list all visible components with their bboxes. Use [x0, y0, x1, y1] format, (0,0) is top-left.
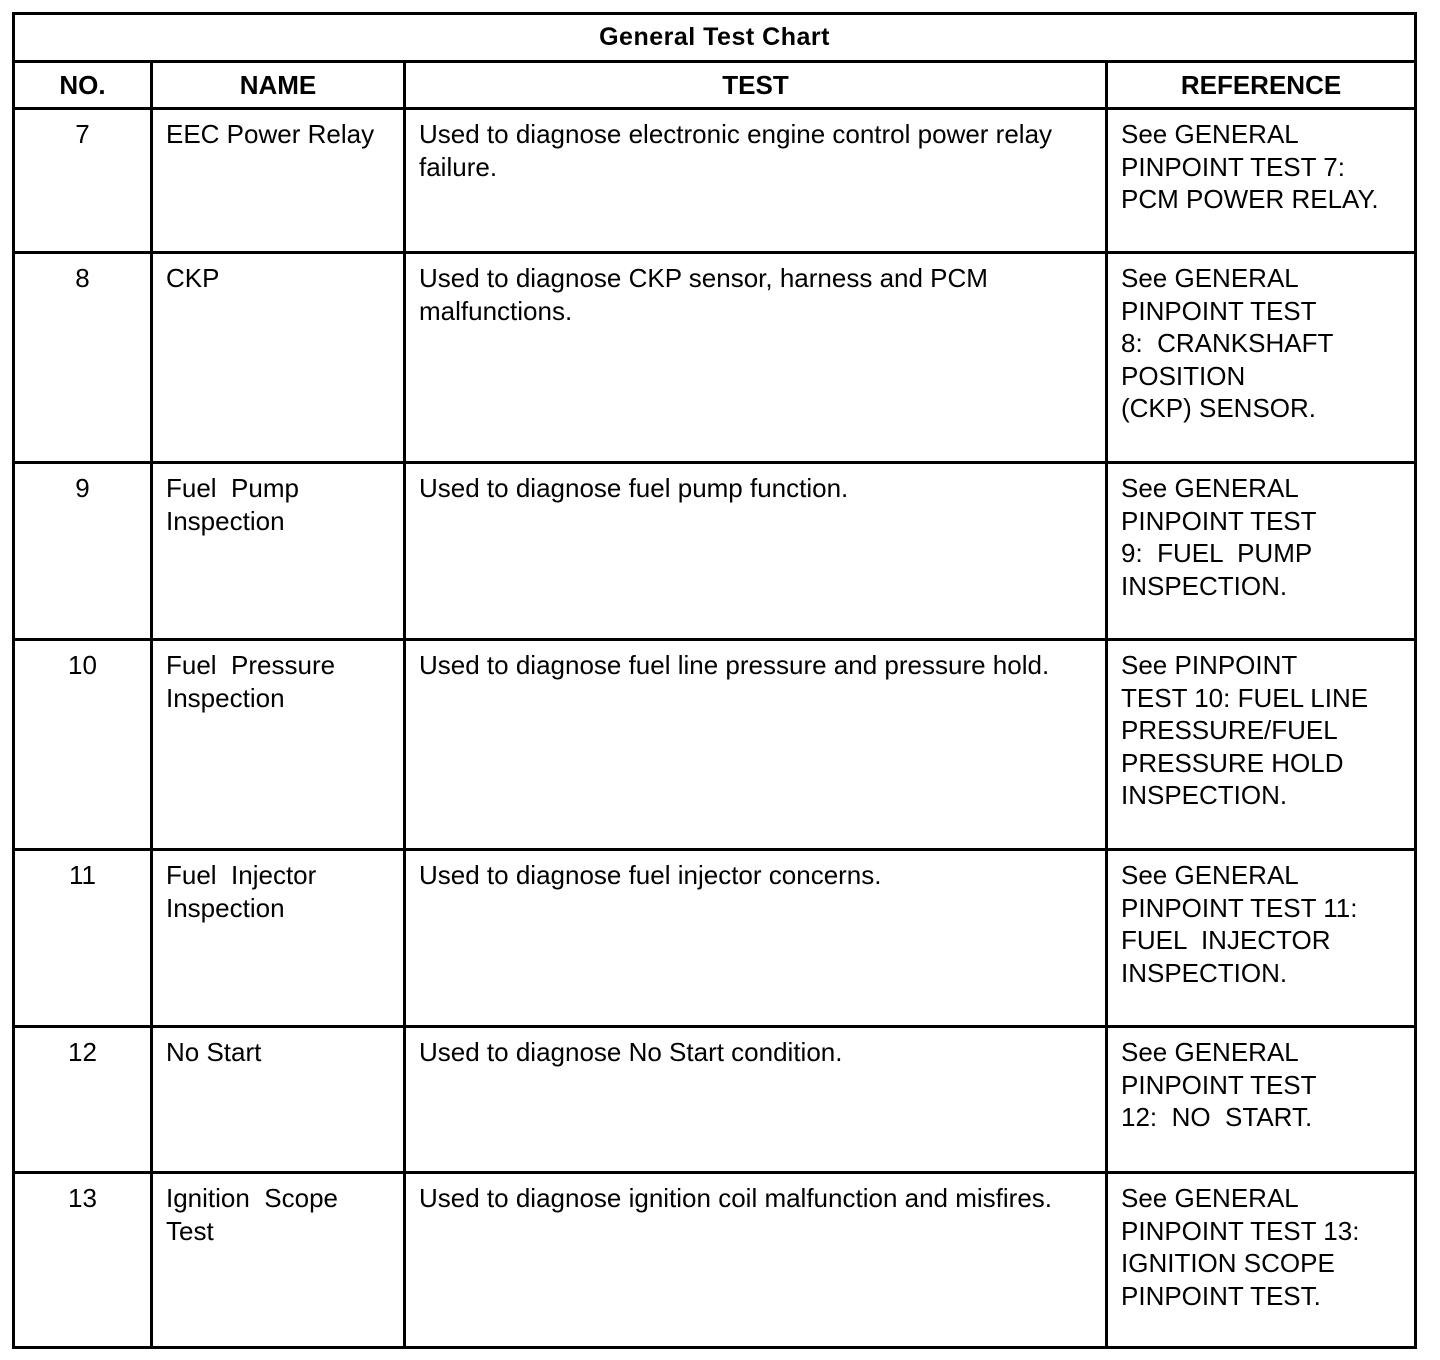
row-reference: See PINPOINT TEST 10: FUEL LINE PRESSURE/FUEL PRESSURE HOLD INSPECTION.	[1107, 640, 1416, 850]
row-reference: See GENERAL PINPOINT TEST 11: FUEL INJECTOR INSPECTION.	[1107, 850, 1416, 1027]
row-reference: See GENERAL PINPOINT TEST 9: FUEL PUMP INSPECTION.	[1107, 463, 1416, 640]
table-row	[14, 463, 1416, 640]
row-test: Used to diagnose electronic engine control power relay failure.	[405, 109, 1107, 253]
row-no: 12	[14, 1027, 152, 1173]
header-no: NO.	[14, 62, 152, 109]
row-test: Used to diagnose ignition coil malfunction and misfires.	[405, 1173, 1107, 1348]
row-reference: See GENERAL PINPOINT TEST 12: NO START.	[1107, 1027, 1416, 1173]
row-test: Used to diagnose CKP sensor, harness and PCM malfunctions.	[405, 253, 1107, 463]
chart-title-row	[14, 14, 1416, 62]
row-name: Fuel Pressure Inspection	[152, 640, 405, 850]
table-row	[14, 109, 1416, 253]
header-row	[14, 62, 1416, 109]
row-no: 11	[14, 850, 152, 1027]
row-no: 9	[14, 463, 152, 640]
header-test: TEST	[405, 62, 1107, 109]
row-no: 10	[14, 640, 152, 850]
row-test: Used to diagnose fuel line pressure and pressure hold.	[405, 640, 1107, 850]
row-no: 7	[14, 109, 152, 253]
header-reference: REFERENCE	[1107, 62, 1416, 109]
row-name: Fuel Pump Inspection	[152, 463, 405, 640]
row-test: Used to diagnose fuel injector concerns.	[405, 850, 1107, 1027]
row-test: Used to diagnose No Start condition.	[405, 1027, 1107, 1173]
row-name: CKP	[152, 253, 405, 463]
row-name: Ignition Scope Test	[152, 1173, 405, 1348]
row-name: Fuel Injector Inspection	[152, 850, 405, 1027]
row-name: EEC Power Relay	[152, 109, 405, 253]
general-test-chart-table	[12, 12, 1417, 1349]
row-no: 13	[14, 1173, 152, 1348]
table-row	[14, 1027, 1416, 1173]
row-reference: See GENERAL PINPOINT TEST 7: PCM POWER RELAY.	[1107, 109, 1416, 253]
table-row	[14, 1173, 1416, 1348]
row-reference: See GENERAL PINPOINT TEST 8: CRANKSHAFT POSITION (CKP) SENSOR.	[1107, 253, 1416, 463]
row-no: 8	[14, 253, 152, 463]
table-row	[14, 850, 1416, 1027]
row-test: Used to diagnose fuel pump function.	[405, 463, 1107, 640]
table-row	[14, 640, 1416, 850]
row-name: No Start	[152, 1027, 405, 1173]
row-reference: See GENERAL PINPOINT TEST 13: IGNITION SCOPE PINPOINT TEST.	[1107, 1173, 1416, 1348]
table-row	[14, 253, 1416, 463]
chart-title: General Test Chart	[14, 14, 1416, 62]
header-name: NAME	[152, 62, 405, 109]
